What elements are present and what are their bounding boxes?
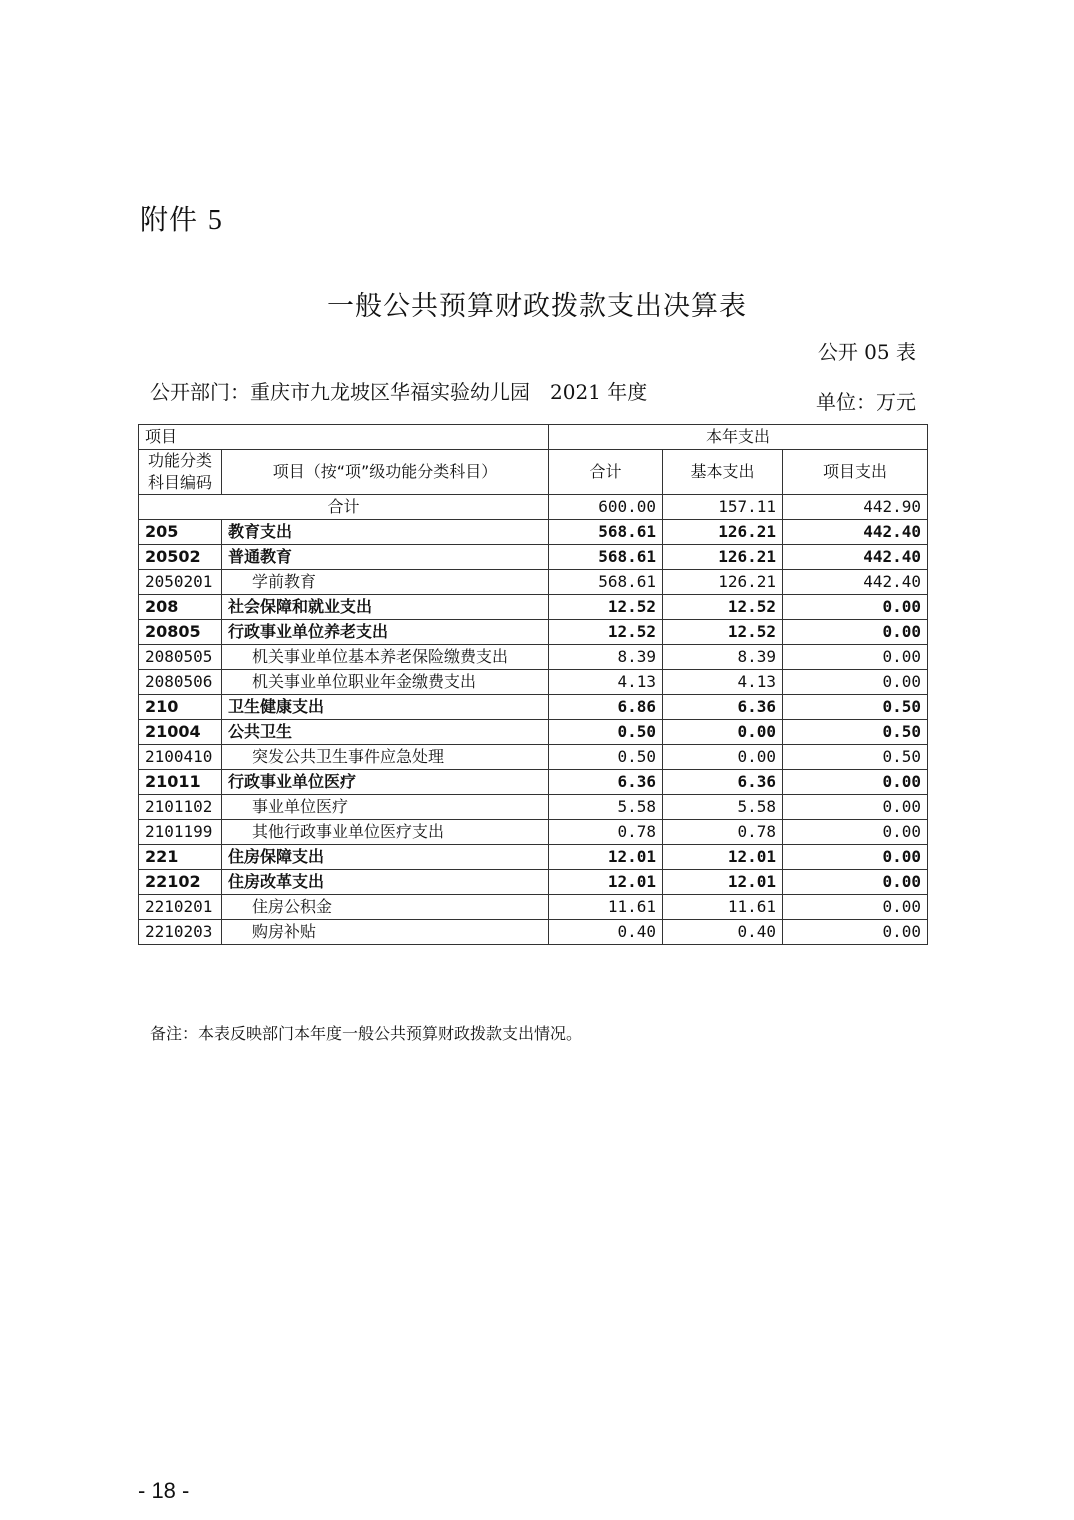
row-name: 社会保障和就业支出	[222, 595, 549, 620]
row-name: 突发公共卫生事件应急处理	[222, 745, 549, 770]
row-project: 0.50	[783, 745, 928, 770]
row-name: 住房改革支出	[222, 870, 549, 895]
header-project-exp: 项目支出	[783, 450, 928, 495]
row-basic: 12.52	[663, 620, 783, 645]
total-total: 600.00	[549, 495, 663, 520]
total-project: 442.90	[783, 495, 928, 520]
table-row	[139, 920, 928, 945]
row-name: 普通教育	[222, 545, 549, 570]
table-row	[139, 720, 928, 745]
row-name: 机关事业单位职业年金缴费支出	[222, 670, 549, 695]
header-project: 项目	[139, 425, 549, 450]
table-row	[139, 645, 928, 670]
table-row	[139, 520, 928, 545]
table-row	[139, 870, 928, 895]
row-project: 0.00	[783, 620, 928, 645]
row-name: 行政事业单位医疗	[222, 770, 549, 795]
table-row	[139, 845, 928, 870]
row-basic: 0.00	[663, 745, 783, 770]
row-project: 0.00	[783, 645, 928, 670]
row-code: 20502	[139, 545, 222, 570]
row-name: 住房保障支出	[222, 845, 549, 870]
header-basic: 基本支出	[663, 450, 783, 495]
row-project: 0.00	[783, 920, 928, 945]
row-project: 0.00	[783, 820, 928, 845]
row-total: 568.61	[549, 545, 663, 570]
row-total: 4.13	[549, 670, 663, 695]
table-row	[139, 570, 928, 595]
row-name: 学前教育	[222, 570, 549, 595]
row-project: 442.40	[783, 570, 928, 595]
row-total: 5.58	[549, 795, 663, 820]
header-current-year: 本年支出	[549, 425, 928, 450]
row-code: 22102	[139, 870, 222, 895]
row-basic: 0.00	[663, 720, 783, 745]
row-name: 住房公积金	[222, 895, 549, 920]
row-basic: 12.01	[663, 845, 783, 870]
row-total: 0.50	[549, 720, 663, 745]
row-project: 0.50	[783, 695, 928, 720]
attachment-label	[140, 198, 223, 238]
page-number: - 18 -	[138, 1478, 190, 1503]
row-code: 21004	[139, 720, 222, 745]
total-row	[139, 495, 928, 520]
row-basic: 4.13	[663, 670, 783, 695]
row-code: 21011	[139, 770, 222, 795]
row-project: 0.00	[783, 595, 928, 620]
total-label: 合计	[139, 495, 549, 520]
row-code: 2101199	[139, 820, 222, 845]
row-total: 0.50	[549, 745, 663, 770]
row-total: 6.86	[549, 695, 663, 720]
row-name: 事业单位医疗	[222, 795, 549, 820]
attachment-prefix: 附件	[140, 203, 199, 236]
header-total: 合计	[549, 450, 663, 495]
row-project: 0.00	[783, 795, 928, 820]
table-row	[139, 770, 928, 795]
row-basic: 6.36	[663, 695, 783, 720]
row-basic: 0.40	[663, 920, 783, 945]
header-code: 功能分类科目编码	[139, 450, 222, 495]
row-project: 0.00	[783, 870, 928, 895]
footnote: 备注：本表反映部门本年度一般公共预算财政拨款支出情况。	[150, 1024, 583, 1043]
row-code: 208	[139, 595, 222, 620]
row-code: 221	[139, 845, 222, 870]
table-row	[139, 620, 928, 645]
row-code: 2050201	[139, 570, 222, 595]
row-project: 442.40	[783, 545, 928, 570]
attachment-number: 5	[207, 205, 223, 236]
row-project: 0.00	[783, 670, 928, 695]
row-basic: 6.36	[663, 770, 783, 795]
row-name: 机关事业单位基本养老保险缴费支出	[222, 645, 549, 670]
row-total: 12.52	[549, 620, 663, 645]
table-row	[139, 820, 928, 845]
row-name: 教育支出	[222, 520, 549, 545]
row-name: 购房补贴	[222, 920, 549, 945]
row-total: 12.52	[549, 595, 663, 620]
row-total: 0.40	[549, 920, 663, 945]
row-total: 8.39	[549, 645, 663, 670]
department-line: 公开部门：重庆市九龙坡区华福实验幼儿园 2021 年度	[150, 380, 648, 404]
table-row	[139, 670, 928, 695]
row-total: 11.61	[549, 895, 663, 920]
row-basic: 126.21	[663, 520, 783, 545]
row-code: 2210201	[139, 895, 222, 920]
header-row-1	[139, 425, 928, 450]
page-title: 一般公共预算财政拨款支出决算表	[327, 291, 747, 322]
row-total: 12.01	[549, 845, 663, 870]
row-code: 210	[139, 695, 222, 720]
row-total: 568.61	[549, 570, 663, 595]
row-total: 568.61	[549, 520, 663, 545]
row-project: 0.00	[783, 770, 928, 795]
row-basic: 12.52	[663, 595, 783, 620]
row-basic: 8.39	[663, 645, 783, 670]
expenditure-table	[138, 424, 928, 945]
header-row-2	[139, 450, 928, 495]
table-number: 公开 05 表	[817, 340, 916, 364]
row-name: 公共卫生	[222, 720, 549, 745]
table-row	[139, 695, 928, 720]
row-basic: 11.61	[663, 895, 783, 920]
table-row	[139, 545, 928, 570]
table-row	[139, 795, 928, 820]
row-basic: 126.21	[663, 570, 783, 595]
row-basic: 126.21	[663, 545, 783, 570]
row-basic: 5.58	[663, 795, 783, 820]
row-basic: 12.01	[663, 870, 783, 895]
row-code: 20805	[139, 620, 222, 645]
row-code: 2080506	[139, 670, 222, 695]
table-row	[139, 895, 928, 920]
row-name: 其他行政事业单位医疗支出	[222, 820, 549, 845]
row-code: 205	[139, 520, 222, 545]
row-code: 2080505	[139, 645, 222, 670]
row-name: 卫生健康支出	[222, 695, 549, 720]
row-project: 0.00	[783, 895, 928, 920]
row-total: 12.01	[549, 870, 663, 895]
row-name: 行政事业单位养老支出	[222, 620, 549, 645]
row-code: 2100410	[139, 745, 222, 770]
row-basic: 0.78	[663, 820, 783, 845]
row-total: 0.78	[549, 820, 663, 845]
unit-label: 单位：万元	[816, 390, 916, 414]
table-row	[139, 595, 928, 620]
header-item: 项目（按“项”级功能分类科目）	[222, 450, 549, 495]
row-total: 6.36	[549, 770, 663, 795]
row-project: 442.40	[783, 520, 928, 545]
table-row	[139, 745, 928, 770]
row-code: 2101102	[139, 795, 222, 820]
row-code: 2210203	[139, 920, 222, 945]
total-basic: 157.11	[663, 495, 783, 520]
row-project: 0.50	[783, 720, 928, 745]
row-project: 0.00	[783, 845, 928, 870]
